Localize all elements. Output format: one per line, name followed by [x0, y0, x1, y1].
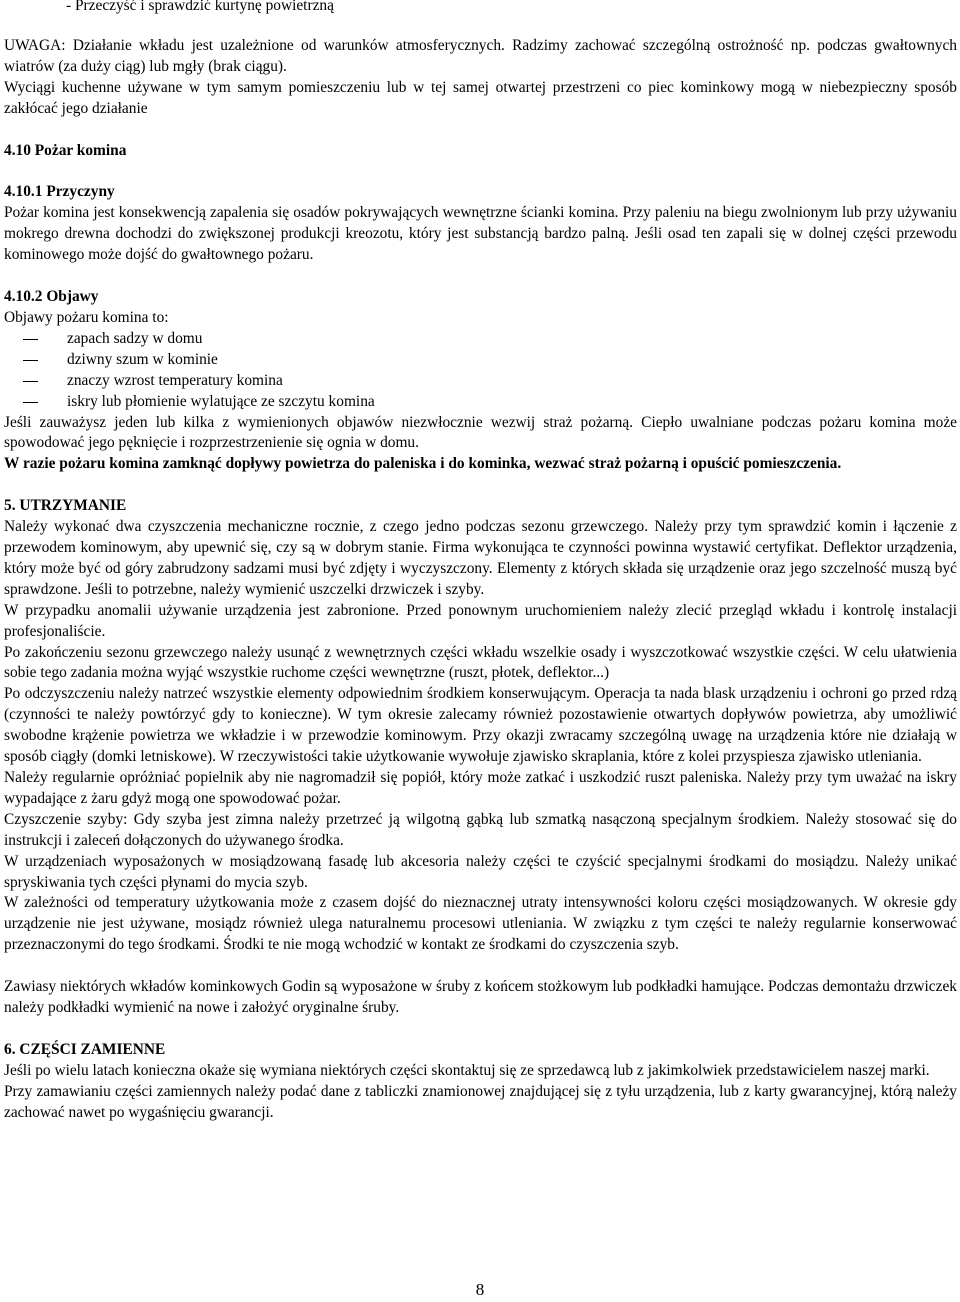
section-heading-chimney-fire: 4.10 Pożar komina: [4, 141, 127, 159]
list-item: iskry lub płomienie wylatujące ze szczytu komina: [4, 392, 957, 413]
symptoms-paragraph: Jeśli zauważysz jeden lub kilka z wymienionych objawów niezwłocznie wezwij straż pożarną. Ciepło uwalniane podczas pożaru komina może spowodować jego pęknięcie i rozprzestrzenienie się ognia w domu.: [4, 413, 957, 452]
warning-paragraph: [4, 36, 957, 78]
maintenance-paragraph: Po odczyszczeniu należy natrzeć wszystkie elementy odpowiednim środkiem konserwującym. Operacja ta nada blask urządzeniu i ochroni go przed rdzą (czynności te należy powtórzyć gdy to konieczne). W tym okresie zalecamy również pozostawienie otwartych dopływów powietrza, aby umożliwić swobodne krążenie powietrza we wkładzie i w przewodzie kominowym. Przy okazji zwracamy szczególną uwagę na urządzenia które nie działają w sposób ciągły (domki letniskowe). W rzeczywistości takie użytkowanie wywołuje zjawisko skraplania, które z kolei przyspiesza zjawisko utleniania.: [4, 685, 957, 766]
list-item: znaczy wzrost temperatury komina: [4, 371, 957, 392]
maintenance-paragraph: Należy regularnie opróżniać popielnik aby nie nagromadził się popiół, który może zatkać i uszkodzić ruszt paleniska. Należy przy tym uważać na iskry wypadające z żaru gdyż mogą one spowodować pożar.: [4, 769, 957, 807]
list-item: dziwny szum w kominie: [4, 350, 957, 371]
spare-parts-paragraph: Przy zamawianiu części zamiennych należy podać dane z tabliczki znamionowej znajdującej się z tyłu urządzenia, lub z karty gwarancyjnej, którą należy zachować nawet po wygaśnięciu gwarancji.: [4, 1082, 957, 1121]
dash-bullet-icon: [23, 381, 38, 382]
subsection-heading-symptoms: 4.10.2 Objawy: [4, 288, 99, 306]
spare-parts-paragraph: Jeśli po wielu latach konieczna okaże się wymiana niektórych części skontaktuj się ze sprzedawcą lub z jakimkolwiek przedstawicielem naszej marki.: [4, 1061, 930, 1079]
subsection-heading-causes: 4.10.1 Przyczyny: [4, 183, 115, 201]
maintenance-paragraph: Czyszczenie szyby: Gdy szyba jest zimna należy przetrzeć ją wilgotną gąbką lub szmatką nasączoną specjalnym środkiem. Należy stosować się do instrukcji i zaleceń dołączonych do używanego środka.: [4, 810, 957, 849]
list-item-curtain: - Przeczyść i sprawdzić kurtynę powietrzną: [66, 0, 334, 14]
maintenance-paragraph: W urządzeniach wyposażonych w mosiądzowaną fasadę lub akcesoria należy części te czyścić specjalnymi środkami do mosiądzu. Należy unikać spryskiwania tych części płynami do mycia szyb.: [4, 852, 957, 891]
section-heading-maintenance: 5. UTRZYMANIE: [4, 497, 127, 515]
dash-bullet-icon: [23, 402, 38, 403]
symptoms-intro: Objawy pożaru komina to:: [4, 308, 169, 326]
section-heading-spare-parts: 6. CZĘŚCI ZAMIENNE: [4, 1040, 166, 1058]
maintenance-paragraph: Po zakończeniu sezonu grzewczego należy usunąć z wewnętrznych części wkładu wszelkie osady i wyszczotkować wszystkie części. W celu ułatwienia sobie tego zadania można wyjąć wszystkie ruchome części wewnętrzne (ruszt, płotek, deflektor...): [4, 643, 957, 682]
causes-paragraph: Pożar komina jest konsekwencją zapalenia się osadów pokrywających wewnętrzne ścianki komina. Przy paleniu na biegu zwolnionym lub przy używaniu mokrego drewna dochodzi do zwiększonej produkcji kreozotu, który jest substancją bardzo palną. Jeśli osad ten zapali się w dolnej części przewodu kominowego może dojść do gwałtownego pożaru.: [4, 204, 957, 264]
dash-bullet-icon: [23, 339, 38, 340]
warning-label: UWAGA:: [4, 36, 66, 54]
dash-bullet-icon: [23, 360, 38, 361]
hoods-paragraph: Wyciągi kuchenne używane w tym samym pomieszczeniu lub w tej samej otwartej przestrzeni co piec kominkowy mogą w niebezpieczny sposób zakłócać jego działanie: [4, 78, 957, 117]
page-content: [4, 0, 957, 1124]
maintenance-paragraph: W zależności od temperatury użytkowania może z czasem dojść do nieznacznej utraty intensywności koloru części mosiądzowanych. W okresie gdy urządzenie nie jest używane, mosiądz również ulega naturalnemu procesowi utleniania. W związku z tym części te należy regularnie konserwować przeznaczonymi do tego środkami. Środki te nie mogą wchodzić w kontakt ze środkami do czyszczenia szyb.: [4, 894, 957, 954]
symptoms-list: [4, 329, 957, 413]
maintenance-paragraph: Należy wykonać dwa czyszczenia mechaniczne rocznie, z czego jedno podczas sezonu grzewczego. Należy przy tym sprawdzić komin i łączenie z przewodem kominowym, aby upewnić się, czy są w dobrym stanie. Firma wykonująca te czynności powinna wystawić certyfikat. Deflektor urządzenia, który może być od góry zabrudzony sadzami musi być zdjęty i wyczyszczony. Elementy z których składa się urządzenie oraz jego szczelność muszą być sprawdzone. Jeśli to potrzebne, należy wymienić uszczelki drzwiczek i szyby.: [4, 518, 957, 598]
list-item: zapach sadzy w domu: [4, 329, 957, 350]
warning-text: Działanie wkładu jest uzależnione od warunków atmosferycznych. Radzimy zachować szczególną ostrożność np. podczas gwałtownych wiatrów (za duży ciąg) lub mgły (brak ciągu).: [4, 36, 957, 75]
page-number: 8: [475, 1280, 485, 1299]
maintenance-paragraph: W przypadku anomalii używanie urządzenia jest zabronione. Przed ponownym uruchomieniem należy zlecić przegląd wkładu i kontrolę instalacji profesjonaliście.: [4, 601, 957, 640]
fire-instruction-bold: W razie pożaru komina zamknąć dopływy powietrza do paleniska i do kominka, wezwać straż pożarną i opuścić pomieszczenia.: [4, 455, 842, 473]
hinges-paragraph: Zawiasy niektórych wkładów kominkowych Godin są wyposażone w śruby z końcem stożkowym lub podkładki hamujące. Podczas demontażu drzwiczek należy podkładki wymienić na nowe i założyć oryginalne śruby.: [4, 978, 957, 1017]
